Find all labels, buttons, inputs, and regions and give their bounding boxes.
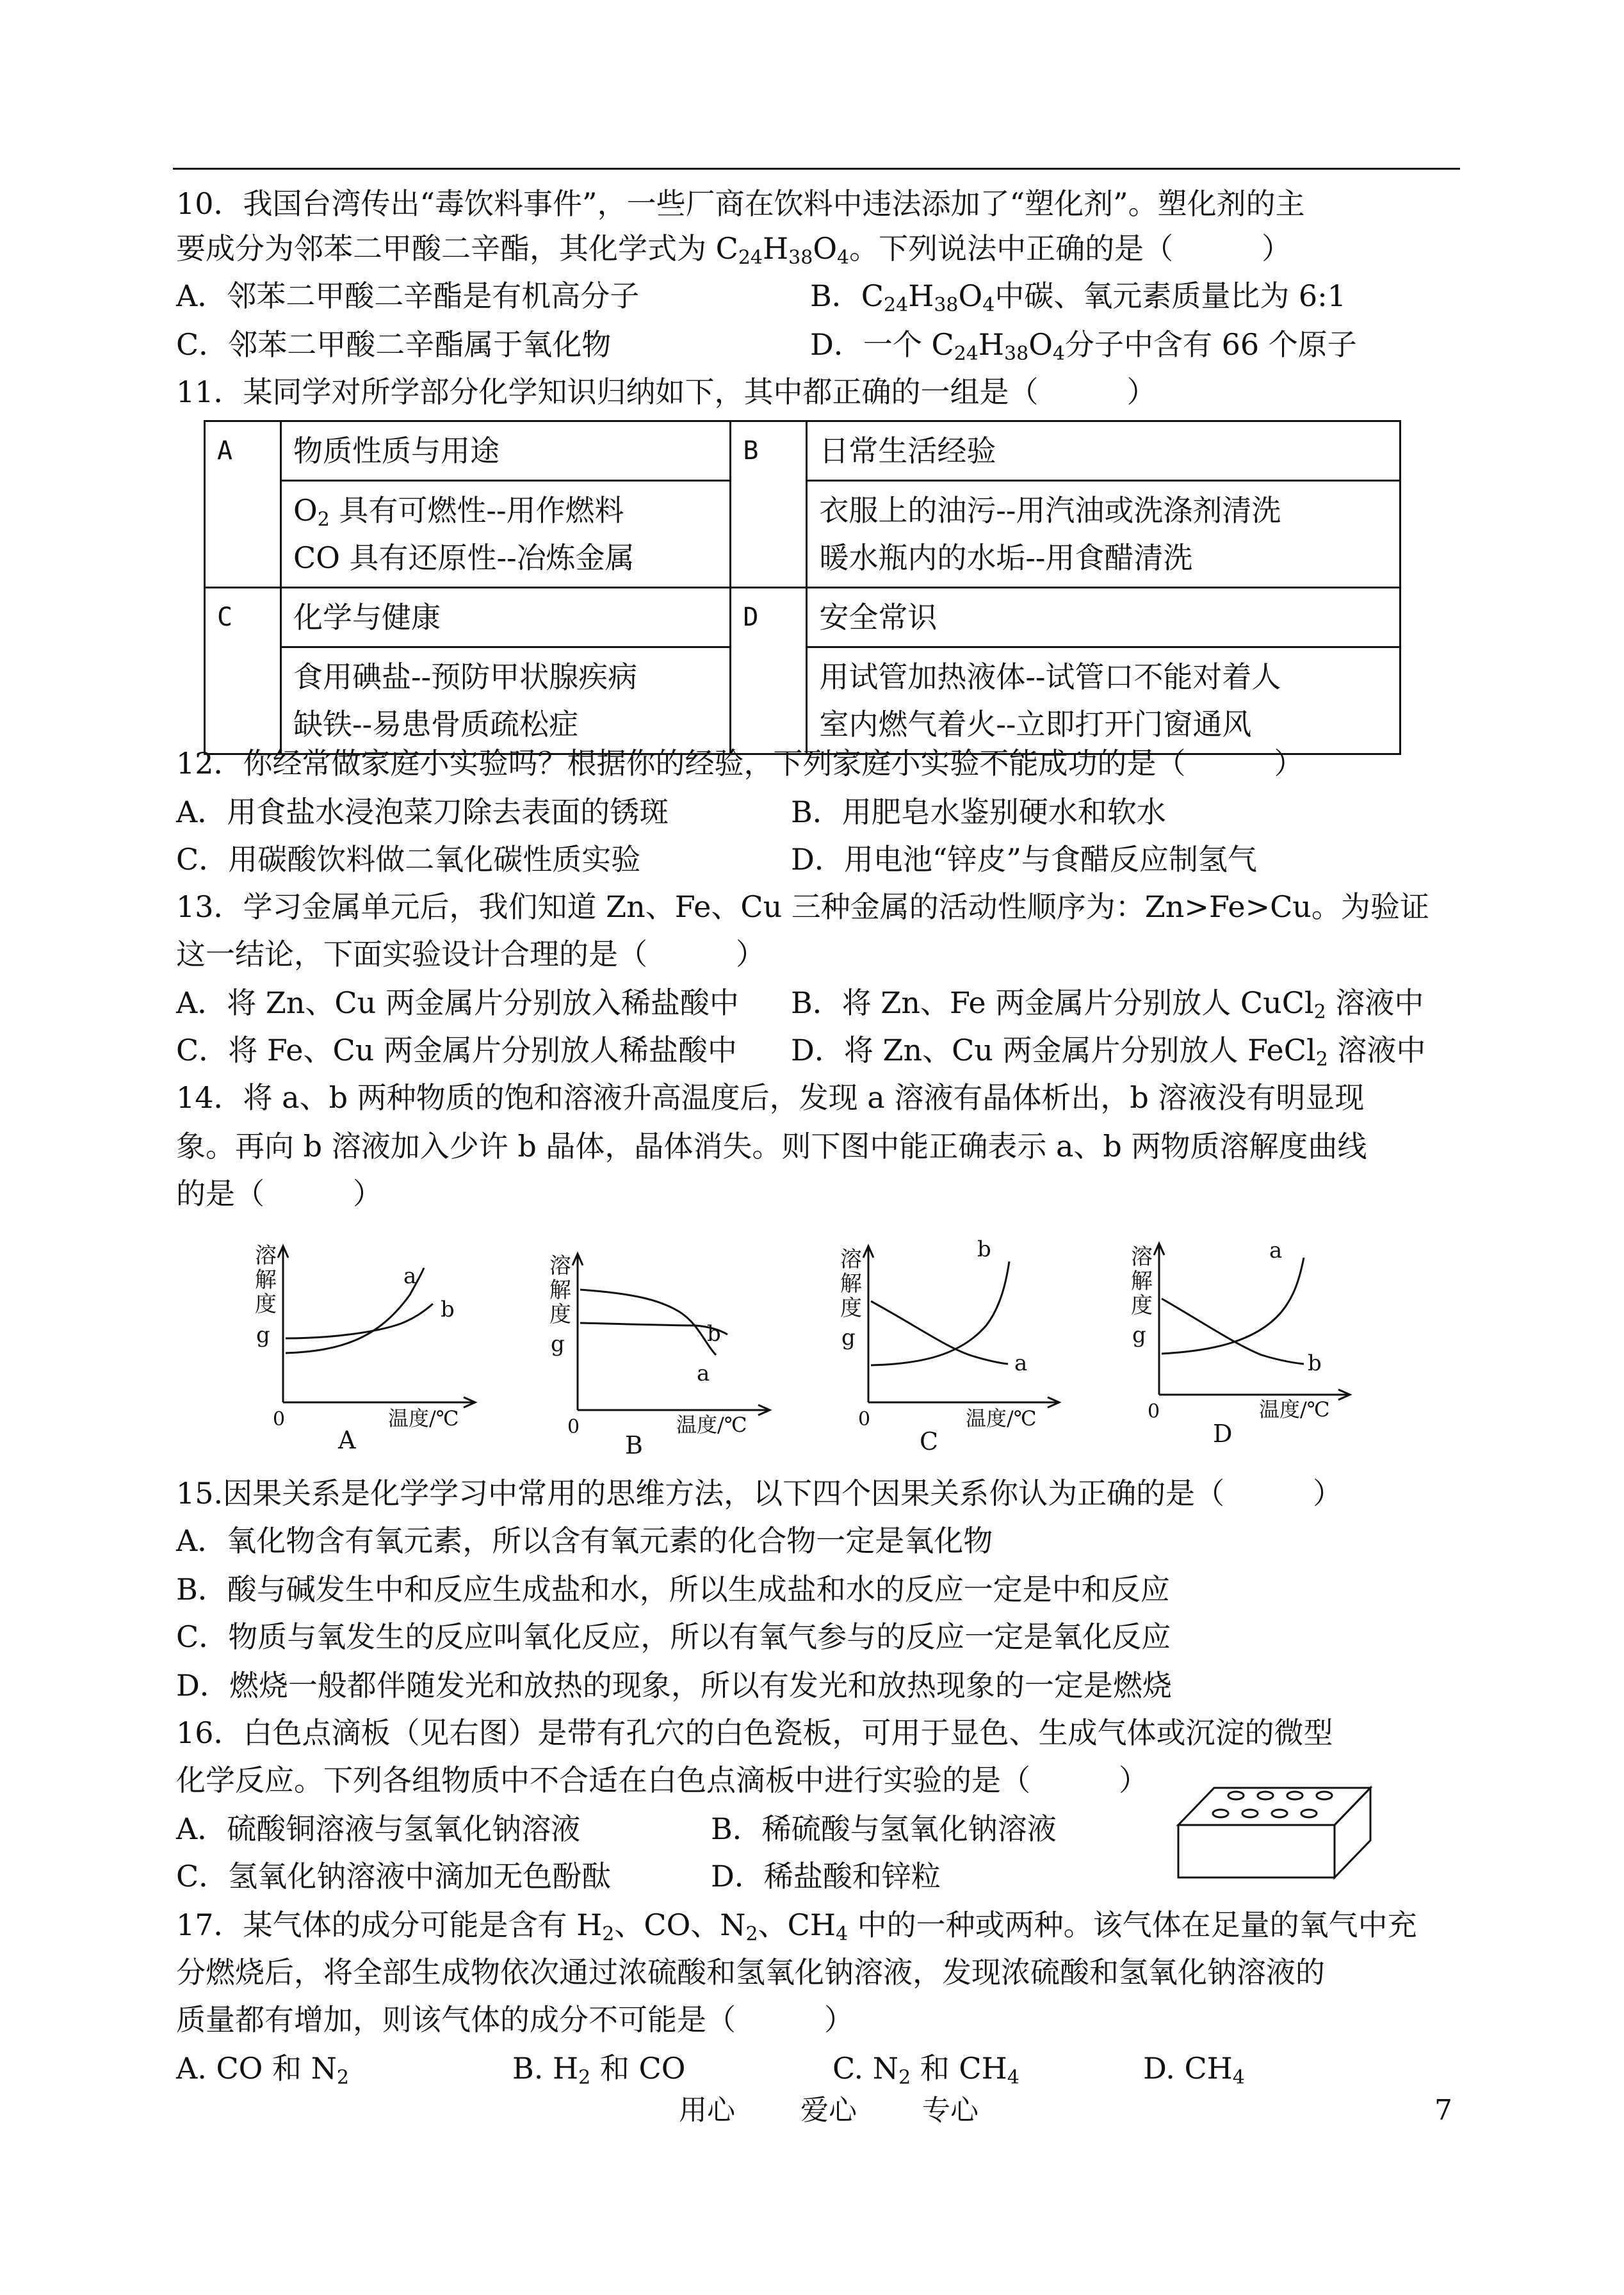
curve-b-label: b bbox=[441, 1297, 455, 1322]
cell-title-d: 安全常识 bbox=[807, 588, 1401, 647]
y-unit: g bbox=[1132, 1322, 1146, 1348]
q16-option-b: B．稀硫酸与氢氧化钠溶液 bbox=[711, 1812, 1057, 1846]
q15-option-c: C．物质与氧发生的反应叫氧化反应，所以有氧气参与的反应一定是氧化反应 bbox=[176, 1619, 1171, 1654]
q10-option-b: B．$C_{24}H_{38}O_4$中碳、氧元素质量比为 6:1 bbox=[810, 279, 1346, 316]
page-number: 7 bbox=[1434, 2094, 1452, 2127]
well-1 bbox=[1228, 1792, 1244, 1799]
curve-a-label: a bbox=[1014, 1350, 1028, 1376]
cell-letter-b: B bbox=[731, 421, 807, 588]
curve-b-label: b bbox=[707, 1321, 721, 1347]
q15-option-b: B．酸与碱发生中和反应生成盐和水，所以生成盐和水的反应一定是中和反应 bbox=[176, 1572, 1170, 1607]
spot-plate-illustration bbox=[1172, 1780, 1377, 1898]
q15-option-d: D．燃烧一般都伴随发光和放热的现象，所以有发光和放热现象的一定是燃烧 bbox=[176, 1668, 1172, 1703]
curve-a bbox=[1162, 1258, 1304, 1354]
q10-line2: 要成分为邻苯二甲酸二辛酯，其化学式为 $C_{24}H_{38}O_4$。下列说法中正确的是（ ） bbox=[176, 231, 1292, 269]
q11-stem: 11．某同学对所学部分化学知识归纳如下，其中都正确的一组是（ ） bbox=[176, 375, 1157, 409]
q17-option-a: A. CO 和 $N_2$ bbox=[176, 2051, 349, 2089]
well-2 bbox=[1258, 1792, 1273, 1799]
curve-b-label: b bbox=[1308, 1350, 1322, 1376]
x-label: 温度/℃ bbox=[676, 1413, 747, 1437]
x-label: 温度/℃ bbox=[966, 1406, 1037, 1431]
footer-motto-2: 爱心 bbox=[800, 2094, 857, 2127]
q16-line1: 16．白色点滴板（见右图）是带有孔穴的白色瓷板，可用于显色、生成气体或沉淀的微型 bbox=[176, 1715, 1333, 1750]
curve-a bbox=[580, 1290, 716, 1355]
graph-option-label: B bbox=[625, 1431, 643, 1459]
y-label-3: 度 bbox=[255, 1292, 277, 1317]
plate-top bbox=[1178, 1788, 1370, 1825]
q17-option-d: D. $CH_4$ bbox=[1143, 2051, 1245, 2089]
q12-option-d: D．用电池“锌皮”与食醋反应制氢气 bbox=[791, 842, 1257, 877]
q17-line3: 质量都有增加，则该气体的成分不可能是（ ） bbox=[176, 2002, 854, 2037]
footer-motto-3: 专心 bbox=[922, 2094, 978, 2127]
q10-option-d: D．一个 $C_{24}H_{38}O_4$分子中含有 66 个原子 bbox=[810, 327, 1357, 365]
solubility-graph-b bbox=[544, 1229, 813, 1463]
q12-option-c: C．用碳酸饮料做二氧化碳性质实验 bbox=[176, 842, 641, 877]
q12-option-b: B．用肥皂水鉴别硬水和软水 bbox=[791, 795, 1166, 829]
y-label-2: 解 bbox=[255, 1267, 277, 1293]
q13-option-c: C．将 Fe、Cu 两金属片分别放人稀盐酸中 bbox=[176, 1033, 737, 1067]
y-unit: g bbox=[841, 1325, 856, 1350]
cell-body-c: 食用碘盐--预防甲状腺疾病 缺铁--易患骨质疏松症 bbox=[281, 647, 731, 754]
well-7 bbox=[1272, 1810, 1287, 1817]
cell-title-b: 日常生活经验 bbox=[807, 421, 1401, 481]
origin-label: 0 bbox=[1148, 1400, 1160, 1423]
cell-title-a: 物质性质与用途 bbox=[281, 421, 731, 481]
y-label-1: 溶 bbox=[255, 1243, 277, 1269]
graph-option-label: C bbox=[920, 1427, 939, 1456]
q14-line1: 14．将 a、b 两种物质的饱和溶液升高温度后，发现 a 溶液有晶体析出，b 溶液没有明显现 bbox=[176, 1080, 1365, 1115]
q17-option-b: B. $H_2$ 和 CO bbox=[512, 2051, 686, 2089]
q10-option-c: C．邻苯二甲酸二辛酯属于氧化物 bbox=[176, 327, 612, 362]
y-label-1: 溶 bbox=[549, 1253, 571, 1279]
q13-option-a: A．将 Zn、Cu 两金属片分别放入稀盐酸中 bbox=[176, 985, 739, 1020]
y-label-2: 解 bbox=[549, 1277, 571, 1303]
solubility-graph-a bbox=[243, 1229, 512, 1463]
cell-body-b: 衣服上的油污--用汽油或洗涤剂清洗 暖水瓶内的水垢--用食醋清洗 bbox=[807, 481, 1401, 588]
solubility-graph-d bbox=[1127, 1229, 1396, 1463]
cell-letter-d: D bbox=[731, 588, 807, 754]
q13-option-b: B．将 Zn、Fe 两金属片分别放人 CuCl$_2$ 溶液中 bbox=[791, 985, 1424, 1023]
q12-stem: 12．你经常做家庭小实验吗？根据你的经验，下列家庭小实验不能成功的是（ ） bbox=[176, 746, 1304, 781]
cell-title-c: 化学与健康 bbox=[281, 588, 731, 647]
q11-knowledge-table bbox=[204, 420, 1401, 755]
q16-line2: 化学反应。下列各组物质中不合适在白色点滴板中进行实验的是（ ） bbox=[176, 1763, 1148, 1797]
q17-line1: 17．某气体的成分可能是含有 $H_2$、CO、$N_2$、$CH_4$ 中的一种或两种。该气体在足量的氧气中充 bbox=[176, 1908, 1417, 1945]
well-4 bbox=[1317, 1792, 1332, 1799]
q13-line1: 13．学习金属单元后，我们知道 Zn、Fe、Cu 三种金属的活动性顺序为：Zn>Fe>Cu。为验证 bbox=[176, 889, 1429, 924]
q14-line3: 的是（ ） bbox=[176, 1176, 382, 1211]
cell-letter-c: C bbox=[205, 588, 281, 754]
y-unit: g bbox=[551, 1331, 565, 1357]
origin-label: 0 bbox=[273, 1408, 286, 1431]
plate-front bbox=[1178, 1825, 1335, 1877]
q12-option-a: A．用食盐水浸泡菜刀除去表面的锈斑 bbox=[176, 795, 669, 829]
well-5 bbox=[1213, 1810, 1228, 1817]
x-label: 温度/℃ bbox=[388, 1406, 459, 1431]
plate-side bbox=[1335, 1788, 1370, 1877]
x-label: 温度/℃ bbox=[1259, 1397, 1330, 1422]
cell-letter-a: A bbox=[205, 421, 281, 588]
footer-motto-1: 用心 bbox=[679, 2094, 735, 2127]
q13-line2: 这一结论，下面实验设计合理的是（ ） bbox=[176, 937, 765, 971]
curve-b bbox=[580, 1323, 727, 1334]
y-label-2: 解 bbox=[1131, 1269, 1153, 1294]
solubility-graph-c bbox=[832, 1229, 1101, 1463]
q10-option-a: A．邻苯二甲酸二辛酯是有机高分子 bbox=[176, 279, 640, 313]
q10-line1: 10．我国台湾传出“毒饮料事件”，一些厂商在饮料中违法添加了“塑化剂”。塑化剂的主 bbox=[176, 186, 1305, 221]
y-unit: g bbox=[256, 1322, 270, 1348]
y-label-1: 溶 bbox=[1131, 1244, 1153, 1270]
header-rule bbox=[173, 168, 1460, 170]
cell-body-d: 用试管加热液体--试管口不能对着人 室内燃气着火--立即打开门窗通风 bbox=[807, 647, 1401, 754]
q15-stem: 15.因果关系是化学学习中常用的思维方法，以下四个因果关系你认为正确的是（ ） bbox=[176, 1476, 1343, 1511]
curve-b-label: b bbox=[977, 1237, 991, 1262]
curve-a-label: a bbox=[1269, 1238, 1283, 1263]
q16-option-d: D．稀盐酸和锌粒 bbox=[711, 1859, 941, 1894]
q16-option-a: A．硫酸铜溶液与氢氧化钠溶液 bbox=[176, 1812, 581, 1846]
q14-line2: 象。再向 b 溶液加入少许 b 晶体，晶体消失。则下图中能正确表示 a、b 两物质溶解度曲线 bbox=[176, 1129, 1367, 1164]
cell-body-a: $O_2$ 具有可燃性--用作燃料 CO 具有还原性--冶炼金属 bbox=[281, 481, 731, 588]
y-label-3: 度 bbox=[840, 1295, 862, 1321]
curve-a-label: a bbox=[403, 1263, 417, 1289]
curve-a-label: a bbox=[697, 1361, 710, 1386]
q15-option-a: A．氧化物含有氧元素，所以含有氧元素的化合物一定是氧化物 bbox=[176, 1523, 993, 1558]
q16-option-c: C．氢氧化钠溶液中滴加无色酚酞 bbox=[176, 1859, 612, 1894]
graph-option-label: A bbox=[338, 1426, 356, 1454]
well-3 bbox=[1287, 1792, 1303, 1799]
curve-b bbox=[286, 1304, 433, 1338]
y-label-2: 解 bbox=[840, 1271, 862, 1297]
origin-label: 0 bbox=[567, 1416, 580, 1438]
well-6 bbox=[1242, 1810, 1258, 1817]
q13-option-d: D．将 Zn、Cu 两金属片分别放人 FeCl$_2$ 溶液中 bbox=[791, 1033, 1426, 1071]
q17-option-c: C. $N_2$ 和 $CH_4$ bbox=[832, 2051, 1019, 2089]
curve-b bbox=[1162, 1299, 1304, 1364]
y-label-3: 度 bbox=[549, 1302, 571, 1327]
y-label-1: 溶 bbox=[840, 1247, 862, 1272]
well-8 bbox=[1301, 1810, 1317, 1817]
origin-label: 0 bbox=[858, 1408, 871, 1431]
q17-line2: 分燃烧后，将全部生成物依次通过浓硫酸和氢氧化钠溶液，发现浓硫酸和氢氧化钠溶液的 bbox=[176, 1955, 1325, 1990]
graph-option-label: D bbox=[1213, 1420, 1233, 1448]
y-label-3: 度 bbox=[1131, 1293, 1153, 1318]
